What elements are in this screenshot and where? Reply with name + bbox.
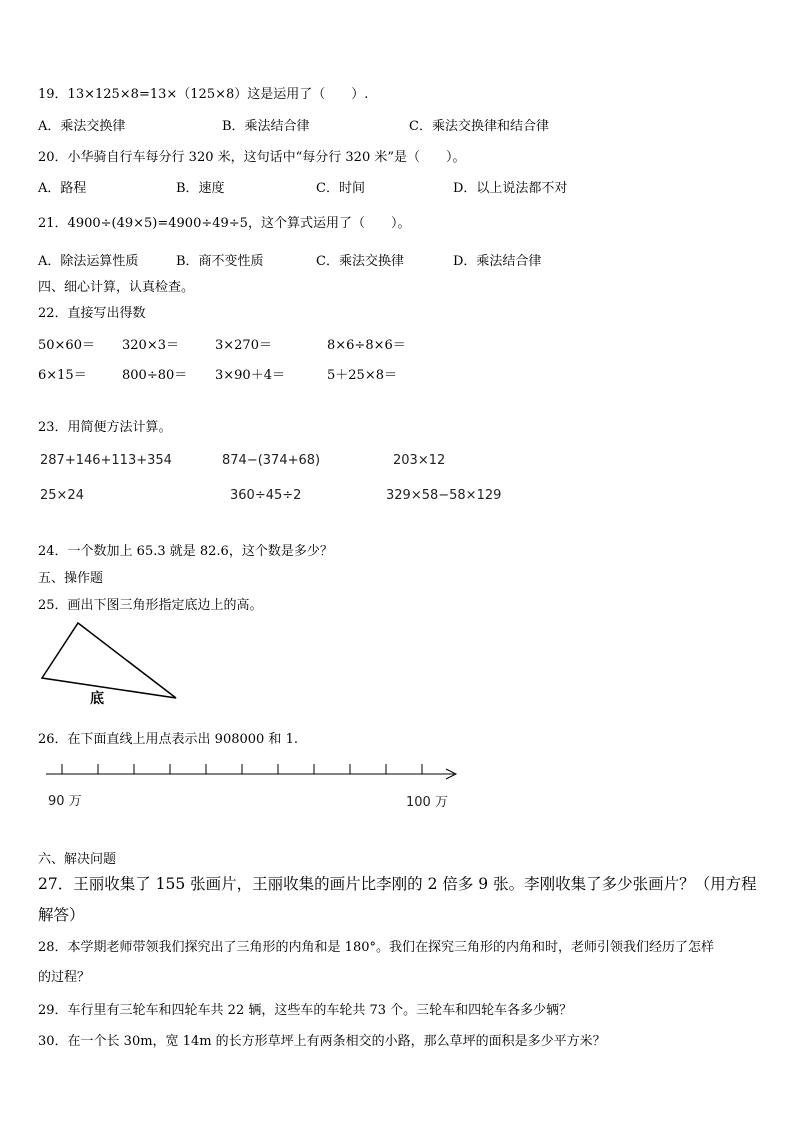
q25-stem: 25．画出下图三角形指定底边上的高。 bbox=[38, 598, 263, 613]
q21-stem: 21．4900÷(49×5)=4900÷49÷5，这个算式运用了（ ）。 bbox=[38, 216, 411, 231]
q22-item: 50×60＝ bbox=[38, 338, 95, 353]
q19-option-a: A．乘法交换律 bbox=[38, 119, 126, 134]
q22-item: 5＋25×8＝ bbox=[327, 368, 397, 383]
number-line bbox=[40, 760, 465, 782]
q19-option-b: B．乘法结合律 bbox=[222, 119, 310, 134]
q20-option-c: C．时间 bbox=[316, 181, 365, 196]
q28-text-line1: 28．本学期老师带领我们探究出了三角形的内角和是 180°。我们在探究三角形的内角和时，老师引领我们经历了怎样 bbox=[38, 940, 714, 955]
q20-stem: 20．小华骑自行车每分行 320 米，这句话中“每分行 320 米”是（ ）。 bbox=[38, 150, 466, 165]
q28-text-line2: 的过程？ bbox=[38, 970, 91, 985]
q22-item: 800÷80＝ bbox=[122, 368, 188, 383]
q21-option-d: D．乘法结合律 bbox=[453, 254, 542, 269]
q20-option-b: B．速度 bbox=[176, 181, 225, 196]
q21-option-b: B．商不变性质 bbox=[176, 254, 264, 269]
q21-option-a: A．除法运算性质 bbox=[38, 254, 139, 269]
q24-text: 24．一个数加上 65.3 就是 82.6，这个数是多少？ bbox=[38, 544, 333, 559]
q23-stem: 23．用简便方法计算。 bbox=[38, 420, 172, 435]
q27-text-line2: 解答） bbox=[38, 906, 85, 924]
triangle-figure bbox=[30, 615, 190, 710]
q23-expression: 287+146+113+354 bbox=[40, 453, 172, 468]
section-5-heading: 五、操作题 bbox=[38, 571, 104, 586]
q19-stem: 19．13×125×8=13×（125×8）这是运用了（ ）. bbox=[38, 87, 369, 102]
q22-item: 3×90＋4＝ bbox=[215, 368, 285, 383]
q23-expression: 329×58−58×129 bbox=[386, 488, 502, 503]
q23-expression: 874−(374+68) bbox=[222, 453, 321, 468]
section-4-heading: 四、细心计算，认真检查。 bbox=[38, 280, 195, 295]
q23-expression: 203×12 bbox=[393, 453, 446, 468]
section-6-heading: 六、解决问题 bbox=[38, 852, 117, 867]
q19-option-c: C．乘法交换律和结合律 bbox=[409, 119, 549, 134]
q20-option-d: D．以上说法都不对 bbox=[453, 181, 568, 196]
q26-stem: 26．在下面直线上用点表示出 908000 和 1. bbox=[38, 732, 298, 747]
q21-option-c: C．乘法交换律 bbox=[316, 254, 404, 269]
q22-item: 6×15＝ bbox=[38, 368, 87, 383]
q29-text: 29．车行里有三轮车和四轮车共 22 辆，这些车的车轮共 73 个。三轮车和四轮车各多少辆？ bbox=[38, 1003, 573, 1018]
q22-item: 320×3＝ bbox=[122, 338, 179, 353]
q27-text-line1: 27．王丽收集了 155 张画片，王丽收集的画片比李刚的 2 倍多 9 张。李刚收集了多少张画片？（用方程 bbox=[38, 875, 757, 893]
q22-item: 3×270＝ bbox=[215, 338, 272, 353]
q30-text: 30．在一个长 30m，宽 14m 的长方形草坪上有两条相交的小路，那么草坪的面积是多少平方米？ bbox=[38, 1034, 606, 1049]
q23-expression: 25×24 bbox=[40, 488, 84, 503]
triangle-base-label: 底 bbox=[90, 691, 104, 707]
q22-stem: 22．直接写出得数 bbox=[38, 306, 146, 321]
q23-expression: 360÷45÷2 bbox=[230, 488, 302, 503]
number-line-left-label: 90 万 bbox=[48, 794, 82, 809]
number-line-right-label: 100 万 bbox=[406, 795, 448, 810]
q20-option-a: A．路程 bbox=[38, 181, 87, 196]
q22-item: 8×6÷8×6＝ bbox=[327, 338, 406, 353]
